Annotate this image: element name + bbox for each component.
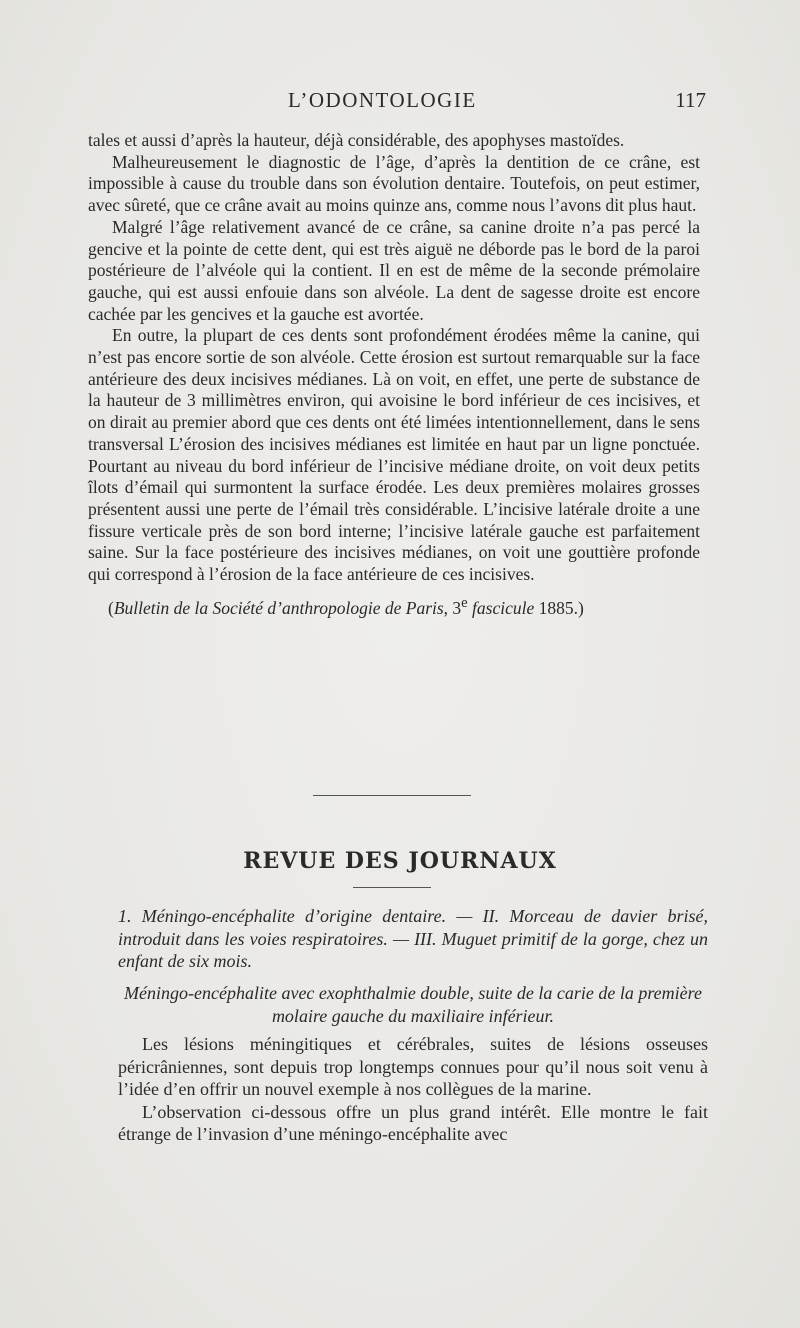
title-underline [353,887,431,888]
article-body-2 [118,1033,708,1146]
paragraph-continuation: tales et aussi d’après la hauteur, déjà considérable, des apophyses mastoïdes. [88,130,625,150]
section-title: REVUE DES JOURNAUX [243,848,557,874]
citation-year: 1885.) [538,597,584,618]
paragraph-observation: L’observation ci-dessous offre un plus grand intérêt. Elle montre le fait étrange de l’invasion d’une méningo-encéphalite avec [118,1101,708,1144]
paragraph-lesions: Les lésions méningitiques et cérébrales, suites de lésions osseuses péricrâniennes, sont depuis trop longtemps connues pour qu’il nous soit venu à l’idée d’en offrir un nouvel exemple à nos collègues de la marine. [118,1034,708,1099]
paragraph-diagnostic: Malheureusement le diagnostic de l’âge, d’après la dentition de ce crâne, est impossible à cause du trouble dans son évolution dentaire. Toutefois, on peut estimer, avec sûreté, que ce crâne avait au moins quinze ans, comme nous l’avons dit plus haut. [88,151,700,216]
running-head: L’ODONTOLOGIE [288,88,477,112]
article-subtitle: Méningo-encéphalite avec exophthalmie double, suite de la carie de la première molaire gauche du maxiliaire inférieur. [124,983,702,1026]
page-header [88,88,706,116]
citation-issue-word: fascicule [467,597,535,618]
paragraph-erosion: En outre, la plupart de ces dents sont profondément érodées même la canine, qui n’est pas encore sortie de son alvéole. Cette érosion est surtout remarquable sur la face antérieure des deux incisives médianes. Là on voit, en effet, une perte de substance de la hauteur de 3 millimètres environ, qui avoisine le bord inférieur de ces incisives, et on dirait au premier abord que ces dents ont été limées intentionnellement, dans le sens transversal L’érosion des incisives médianes est limitée en haut par un ligne ponctuée. Pourtant au niveau du bord inférieur de l’incisive médiane droite, on voit deux petits îlots d’émail qui surmontent la surface érodée. Les deux premières molaires grosses présentent aussi une perte de l’émail très considérable. L’incisive latérale droite a une fissure verticale près de son bord interne; l’incisive latérale gauche est parfaitement saine. Sur la face postérieure des incisives médianes, on voit une gouttière profonde qui correspond à l’érosion de la face antérieure de ces incisives. [88,325,700,585]
page-number: 117 [675,88,706,112]
section-divider [313,795,471,796]
citation-source: Bulletin de la Société d’anthropologie de Paris [113,597,444,618]
table-of-contents: 1. Méningo-encéphalite d’origine dentaire. — II. Morceau de davier brisé, introduit dans les voies respiratoires. — III. Muguet primitif de la gorge, chez un enfant de six mois. [118,906,708,971]
citation-issue-num: 3 [452,597,462,618]
citation-issue-sup: e [461,594,468,611]
paragraph-canine: Malgré l’âge relativement avancé de ce crâne, sa canine droite n’a pas percé la gencive et la pointe de cette dent, qui est très aiguë ne déborde pas le bord de la paroi postérieure de l’alvéole qui la contient. Il en est de même de la seconde prémolaire gauche, qui est aussi enfouie dans son alvéole. La dent de sagesse droite est encore cachée par les gencives et la gauche est avortée. [88,216,700,324]
citation-open: ( [108,597,114,618]
article-body [88,130,700,619]
citation-sep: , [443,597,453,618]
citation [88,592,700,619]
